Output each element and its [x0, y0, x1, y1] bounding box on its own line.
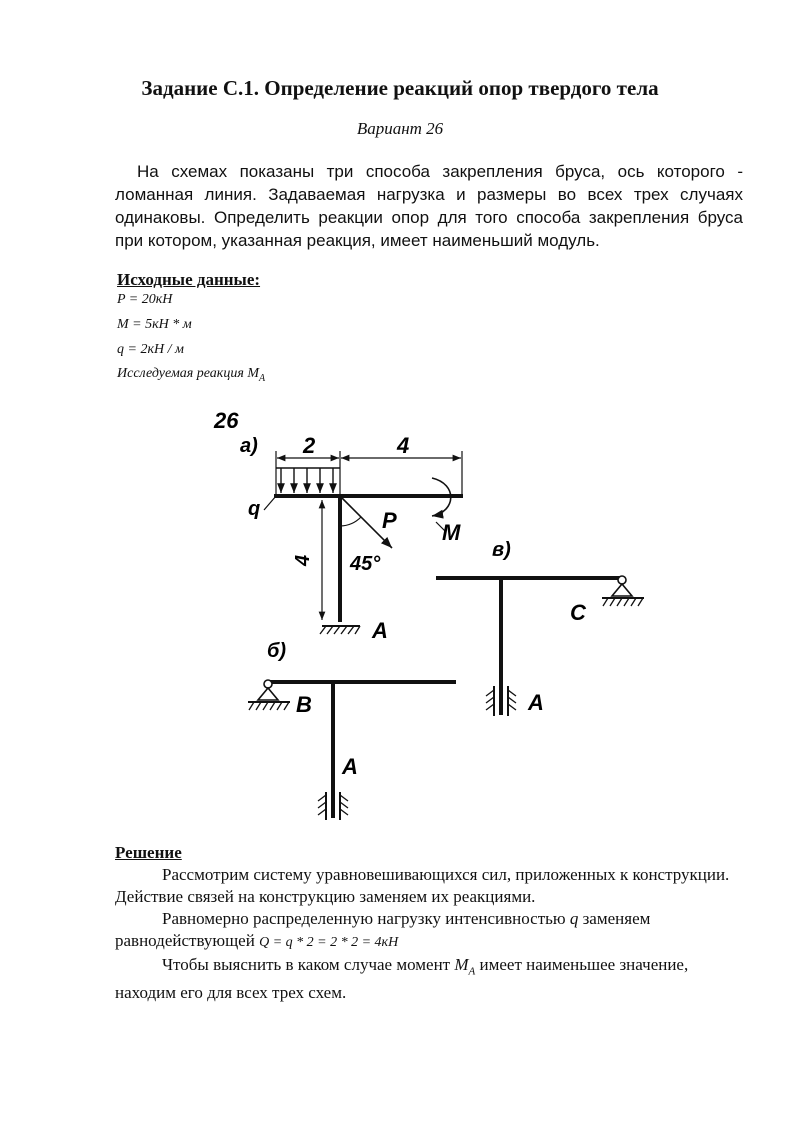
- support-a-label-b: A: [342, 754, 358, 779]
- intro-text: На схемах показаны три способа закрепления бруса, ось которого - ломанная линия. Задаваемая нагрузка и размеры во всех трех случаях одинаковы. Определить реакции опор для того способа закрепления бруса при котором, указанная реакция, имеет наименьший модуль.: [115, 162, 743, 250]
- page-title: Задание С.1. Определение реакций опор твердого тела: [141, 76, 659, 100]
- figure-number: 26: [214, 408, 239, 433]
- angle-label: 45°: [350, 553, 381, 575]
- given-heading: Исходные данные:: [117, 270, 261, 289]
- diagram-b: [248, 680, 456, 820]
- support-b-label: B: [296, 692, 312, 717]
- diagram-a: [248, 433, 463, 643]
- solution-paragraph-3: [115, 954, 745, 1004]
- solution-heading: Решение: [115, 843, 182, 862]
- label-b: б): [267, 640, 287, 662]
- dim-4-top-label: 4: [397, 433, 410, 458]
- solution-paragraph-2: [115, 908, 745, 954]
- support-a-label: A: [372, 618, 388, 643]
- solution-p2-text: Равномерно распределенную нагрузку интенсивностью: [162, 909, 566, 928]
- solution-p1: Рассмотрим систему уравновешивающихся сил, приложенных к конструкции. Действие связей на конструкцию заменяем их реакциями.: [115, 865, 730, 906]
- given-m: M = 5кН * м: [117, 317, 192, 332]
- solution-p3-text2: имеет наименьшее значение, находим его для всех трех схем.: [115, 955, 689, 1003]
- label-v: в): [492, 539, 511, 561]
- diagram-v: [436, 576, 644, 716]
- support-c-label: C: [570, 600, 586, 625]
- angle-arc: [340, 517, 361, 526]
- solution-p2-q: q: [569, 909, 579, 928]
- solution-p3-text: Чтобы выяснить в каком случае момент: [162, 955, 451, 974]
- given-reaction-sub: A: [259, 372, 266, 384]
- solution-formula: Q = q * 2 = 2 * 2 = 4кН: [259, 935, 399, 950]
- variant-label: Вариант 26: [356, 119, 444, 138]
- given-p: P = 20кН: [117, 292, 173, 307]
- solution-p3-sub: A: [468, 965, 476, 978]
- dim-4-vert-label: 4: [292, 554, 314, 566]
- solution-p3-m: M: [454, 955, 469, 974]
- given-reaction-label: Исследуемая реакция M: [117, 366, 260, 381]
- solution-p2-text2: заменяем равнодействующей: [115, 909, 651, 950]
- force-p-label: P: [382, 508, 397, 533]
- given-q: q = 2кН / м: [117, 342, 184, 357]
- dim-2-label: 2: [303, 433, 316, 458]
- support-a-label-v: A: [528, 690, 544, 715]
- label-a: а): [240, 435, 258, 457]
- solution-paragraph-1: [115, 864, 745, 908]
- moment-m-label: M: [442, 520, 461, 545]
- q-label: q: [248, 498, 261, 520]
